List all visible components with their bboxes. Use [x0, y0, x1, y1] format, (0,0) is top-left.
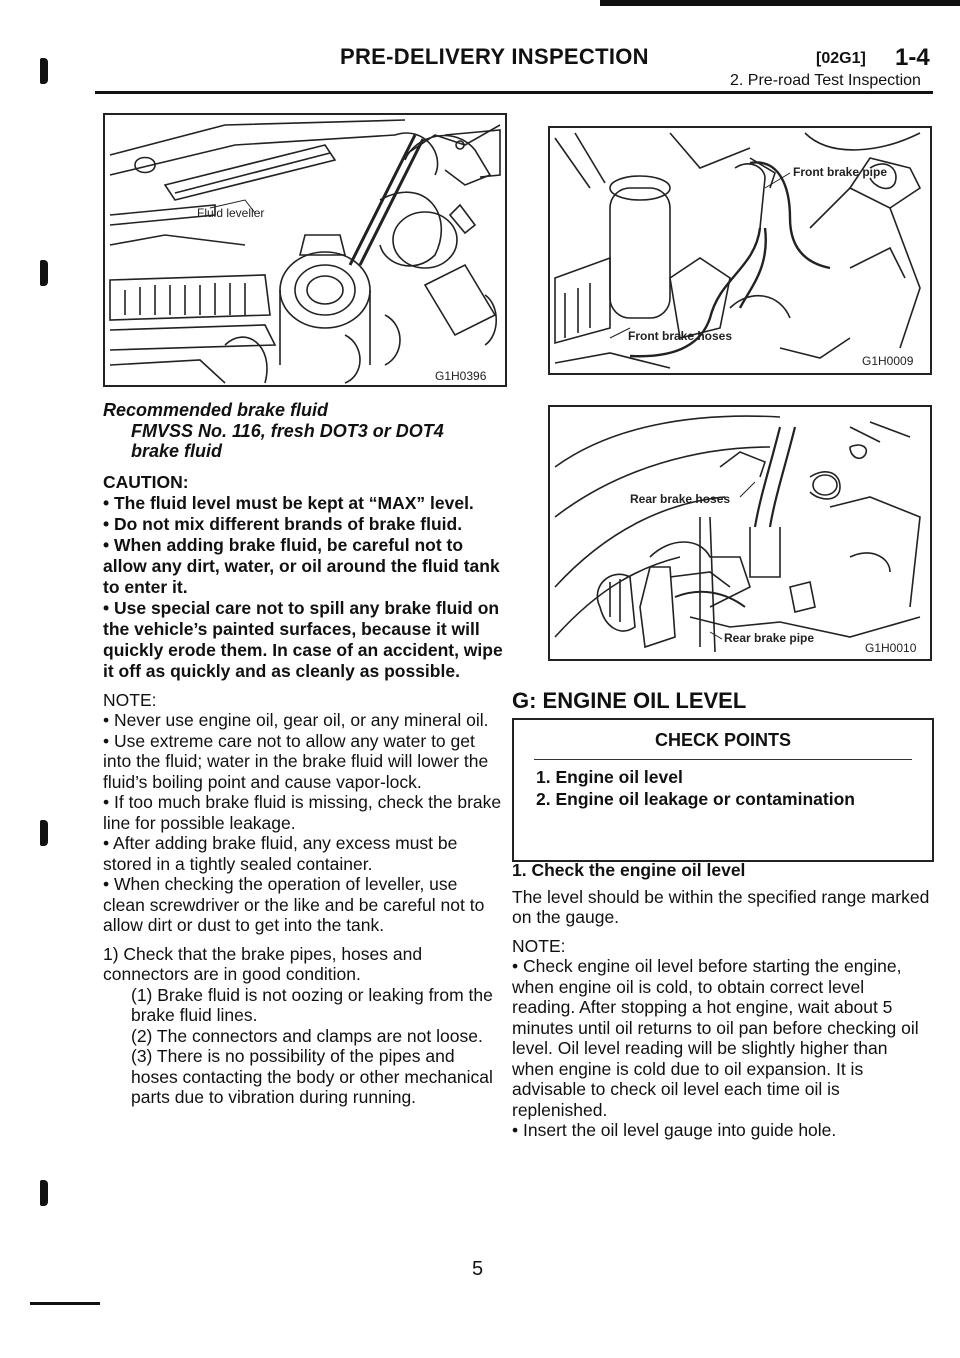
figure-id: G1H0396 [435, 369, 487, 383]
figure-id: G1H0009 [862, 354, 914, 368]
binding-mark [40, 260, 48, 286]
recommended-fluid-spec: FMVSS No. 116, fresh DOT3 or DOT4 [131, 420, 444, 441]
binding-mark [40, 1180, 48, 1206]
note-item: • If too much brake fluid is missing, check the brake line for possible leakage. [103, 792, 502, 833]
bottom-edge-mark [30, 1302, 100, 1305]
check-points-title: CHECK POINTS [654, 730, 791, 750]
procedure-substep: (3) There is no possibility of the pipes and hoses contacting the body or other mechanical parts due to vibration during running. [131, 1046, 493, 1107]
note-item: • When checking the operation of leveller, use clean screwdriver or the like and be careful not to allow dirt or dust to get into the tank. [103, 874, 485, 935]
note-item: • Use extreme care not to allow any water to get into the fluid; water in the brake fluid will lower the fluid’s boiling point and cause vapor-lock. [103, 730, 489, 792]
binding-mark [40, 58, 48, 84]
caution-block [103, 472, 503, 682]
front-brake-illustration [550, 128, 930, 373]
procedure-block [103, 944, 503, 1108]
note-item: • Never use engine oil, gear oil, or any mineral oil. [103, 710, 489, 730]
top-edge-bar [600, 0, 960, 6]
caution-item: • Do not mix different brands of brake fluid. [103, 513, 463, 534]
figure-rear-brake-hoses [548, 405, 932, 661]
binding-mark [40, 820, 48, 846]
label-rear-brake-pipe: Rear brake pipe [724, 631, 815, 645]
step-text: The level should be within the specified range marked on the gauge. [512, 886, 930, 927]
recommended-fluid-title: Recommended brake fluid [103, 400, 329, 420]
note-item: • Check engine oil level before starting the engine, when engine oil is cold, to obtain correct level reading. After stopping a hot engine, wait about 5 minutes until oil returns to oil pan before checking oil level. Oil level reading will be slightly higher than when engine is cold due to oil expansion. It is advisable to check oil level each time oil is replenished. [512, 956, 919, 1120]
page-section-number: 1-4 [895, 44, 930, 71]
check-points-divider [534, 759, 912, 760]
figure-fluid-leveller [103, 113, 507, 387]
header-rule [95, 91, 933, 94]
section-heading: G: ENGINE OIL LEVEL [512, 688, 747, 713]
rear-brake-illustration [550, 407, 930, 659]
page-number: 5 [472, 1258, 484, 1280]
check-point-item: 1. Engine oil level [536, 767, 683, 787]
check-point-item: 2. Engine oil leakage or contamination [536, 789, 855, 809]
subsection-title: 2. Pre-road Test Inspection [730, 72, 921, 89]
check-points-box [512, 718, 934, 862]
left-column [103, 400, 503, 1108]
procedure-substep: (1) Brake fluid is not oozing or leaking from the brake fluid lines. [131, 984, 493, 1025]
section-code: [02G1] [816, 50, 866, 67]
recommended-fluid-spec-cont: brake fluid [131, 441, 223, 461]
note-title: NOTE: [103, 689, 157, 710]
note-item: • Insert the oil level gauge into guide hole. [512, 1120, 837, 1140]
note-item: • After adding brake fluid, any excess must be stored in a tightly sealed container. [103, 833, 458, 874]
label-fluid-leveller: Fluid leveller [197, 206, 265, 220]
caution-item: • When adding brake fluid, be careful not to allow any dirt, water, or oil around the fluid tank to enter it. [103, 534, 500, 597]
label-front-brake-pipe: Front brake pipe [793, 165, 888, 179]
note-block [103, 690, 503, 936]
caution-item: • The fluid level must be kept at “MAX” level. [103, 492, 474, 513]
engine-bay-illustration [105, 115, 505, 385]
caution-title: CAUTION: [103, 471, 189, 492]
figure-front-brake-pipe [548, 126, 932, 375]
caution-item: • Use special care not to spill any brake fluid on the vehicle’s painted surfaces, because it will quickly erode them. In case of an accident, wipe it off as quickly and as cleanly as possible. [103, 597, 503, 681]
note-title: NOTE: [512, 935, 566, 956]
label-front-brake-hoses: Front brake hoses [628, 329, 733, 343]
label-rear-brake-hoses: Rear brake hoses [630, 492, 731, 506]
page-title: PRE-DELIVERY INSPECTION [340, 44, 649, 69]
procedure-step: 1) Check that the brake pipes, hoses and connectors are in good condition. [103, 943, 423, 984]
figure-id: G1H0010 [865, 641, 917, 655]
step-heading: 1. Check the engine oil level [512, 860, 746, 880]
procedure-substep: (2) The connectors and clamps are not loose. [131, 1025, 483, 1046]
right-column [512, 860, 932, 1141]
